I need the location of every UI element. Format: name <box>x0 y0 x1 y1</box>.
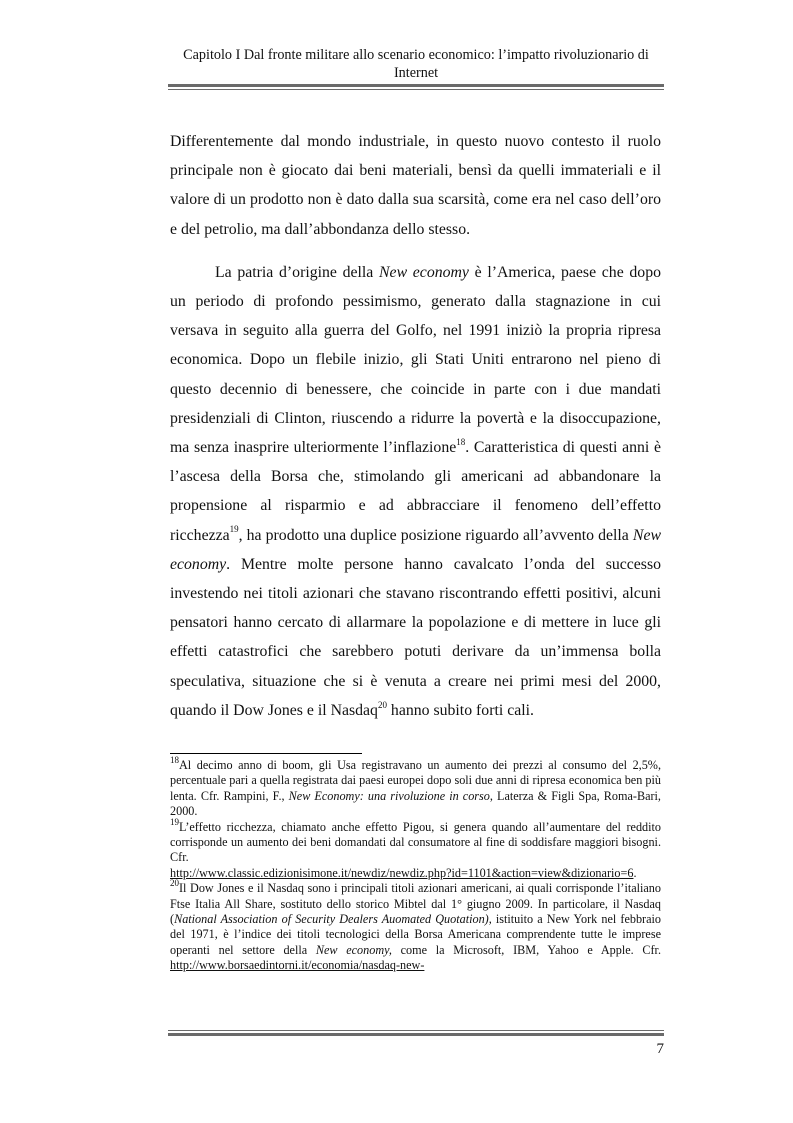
fn20-text-a: Il Dow Jones e il Nasdaq sono i principali titoli azionari americani, ai quali corrisponde l’italiano Ftse Italia All Share, sostituto dello storico Mibtel dal 1° giugno 2009. In particolare, il Nasdaq ( <box>170 881 661 927</box>
fn19-text: L’effetto ricchezza, chiamato anche effetto Pigou, si genera quando all’aumentare del reddito corrisponde un aumento dei beni domandati dal consumatore al fine di soddisfare maggiori bisogni. Cfr. <box>170 819 661 865</box>
footnote-separator <box>170 753 362 754</box>
main-text <box>170 127 661 725</box>
running-header <box>168 46 664 82</box>
p2-text-d: , ha prodotto una duplice posizione riguardo all’avvento della <box>238 526 633 544</box>
header-rule-thick <box>168 84 664 87</box>
fn20-emphasis-nasdaq: National Association of Security Dealers Auomated Quotation), <box>174 912 492 927</box>
fn20-link[interactable]: http://www.borsaedintorni.it/economia/nasdaq-new- <box>170 958 425 973</box>
footnote-19 <box>170 816 661 882</box>
fn18-book-title: New Economy: una rivoluzione in corso <box>288 788 490 803</box>
p2-text-c: . Caratteristica di questi anni è l’ascesa della Borsa che, stimolando gli americani ad abbandonare la propensione al risparmio e ad abbracciare il fenomeno dell’effetto ricchezza <box>170 439 662 544</box>
footer-rule-thin <box>168 1030 664 1031</box>
fn19-link[interactable]: http://www.classic.edizionisimone.it/newdiz/newdiz.php?id=1101&action=view&dizionario=6 <box>170 865 634 880</box>
fn19-text-end: . <box>633 865 637 880</box>
p2-emphasis-new-economy-2: New economy <box>170 526 661 573</box>
footer-rule-thick <box>168 1033 664 1036</box>
footnote-ref-19[interactable]: 19 <box>229 524 239 535</box>
footnote-ref-18[interactable]: 18 <box>456 436 466 447</box>
p2-text-a: La patria d’origine della <box>215 263 380 281</box>
footnote-ref-20[interactable]: 20 <box>377 699 387 710</box>
page-number: 7 <box>656 1041 664 1057</box>
footnote-number-20: 20 <box>170 878 179 889</box>
fn20-emphasis-new-economy: New economy, <box>315 942 392 957</box>
footnote-20 <box>170 878 661 973</box>
footnote-18 <box>170 754 661 820</box>
footnote-number-19: 19 <box>170 816 179 827</box>
header-line-1: Capitolo I Dal fronte militare allo scenario economico: l’impatto rivoluzionario di <box>183 47 649 63</box>
paragraph-1: Differentemente dal mondo industriale, in questo nuovo contesto il ruolo principale non è giocato dai beni materiali, bensì da quelli immateriali e il valore di un prodotto non è dato dalla sua scarsità, come era nel caso dell’oro e del petrolio, ma dall’abbondanza dello stesso. <box>170 133 661 238</box>
p2-emphasis-new-economy: New economy <box>379 263 469 281</box>
fn18-text-b: , Laterza & Figli Spa, Roma-Bari, 2000. <box>170 788 661 819</box>
fn20-text-c: come la Microsoft, IBM, Yahoo e Apple. Cfr. <box>391 942 661 957</box>
p2-text-b: è l’America, paese che dopo un periodo di profondo pessimismo, generato dalla stagnazione in cui versava in seguito alla guerra del Golfo, nel 1991 iniziò la propria ripresa economica. Dopo un flebile inizio, gli Stati Uniti entrarono nel pieno di questo decennio di benessere, che coincide in parte con i due mandati presidenziali di Clinton, riuscendo a ridurre la povertà e la disoccupazione, ma senza inasprire ulteriormente l’inflazione <box>170 263 661 457</box>
p2-text-e: . Mentre molte persone hanno cavalcato l’onda del successo investendo nei titoli azionari che stavano riscontrando effetti positivi, alcuni pensatori hanno cercato di allarmare la popolazione e di mettere in luce gli effetti catastrofici che sarebbero potuti derivare da un’immensa bolla speculativa, situazione che si è venuta a creare nei primi mesi del 2000, quando il Dow Jones e il Nasdaq <box>170 555 661 719</box>
p2-text-f: hanno subito forti cali. <box>386 701 534 719</box>
fn20-text-b: istituito a New York nel febbraio del 1971, è l’indice dei titoli tecnologici della Borsa Americana comprendente tutte le imprese operanti nel settore della <box>170 912 661 957</box>
fn18-text-a: Al decimo anno di boom, gli Usa registravano un aumento dei prezzi al consumo del 2,5%, percentuale pari a quella registrata dai paesi europei dopo soli due anni di ripresa economica ben più lenta. Cfr. Rampini, F., <box>170 758 661 803</box>
footnotes <box>170 754 661 974</box>
footnote-number-18: 18 <box>170 754 179 765</box>
paragraph-2 <box>170 258 661 725</box>
header-line-2: Internet <box>393 65 439 81</box>
header-rule-thin <box>168 89 664 90</box>
